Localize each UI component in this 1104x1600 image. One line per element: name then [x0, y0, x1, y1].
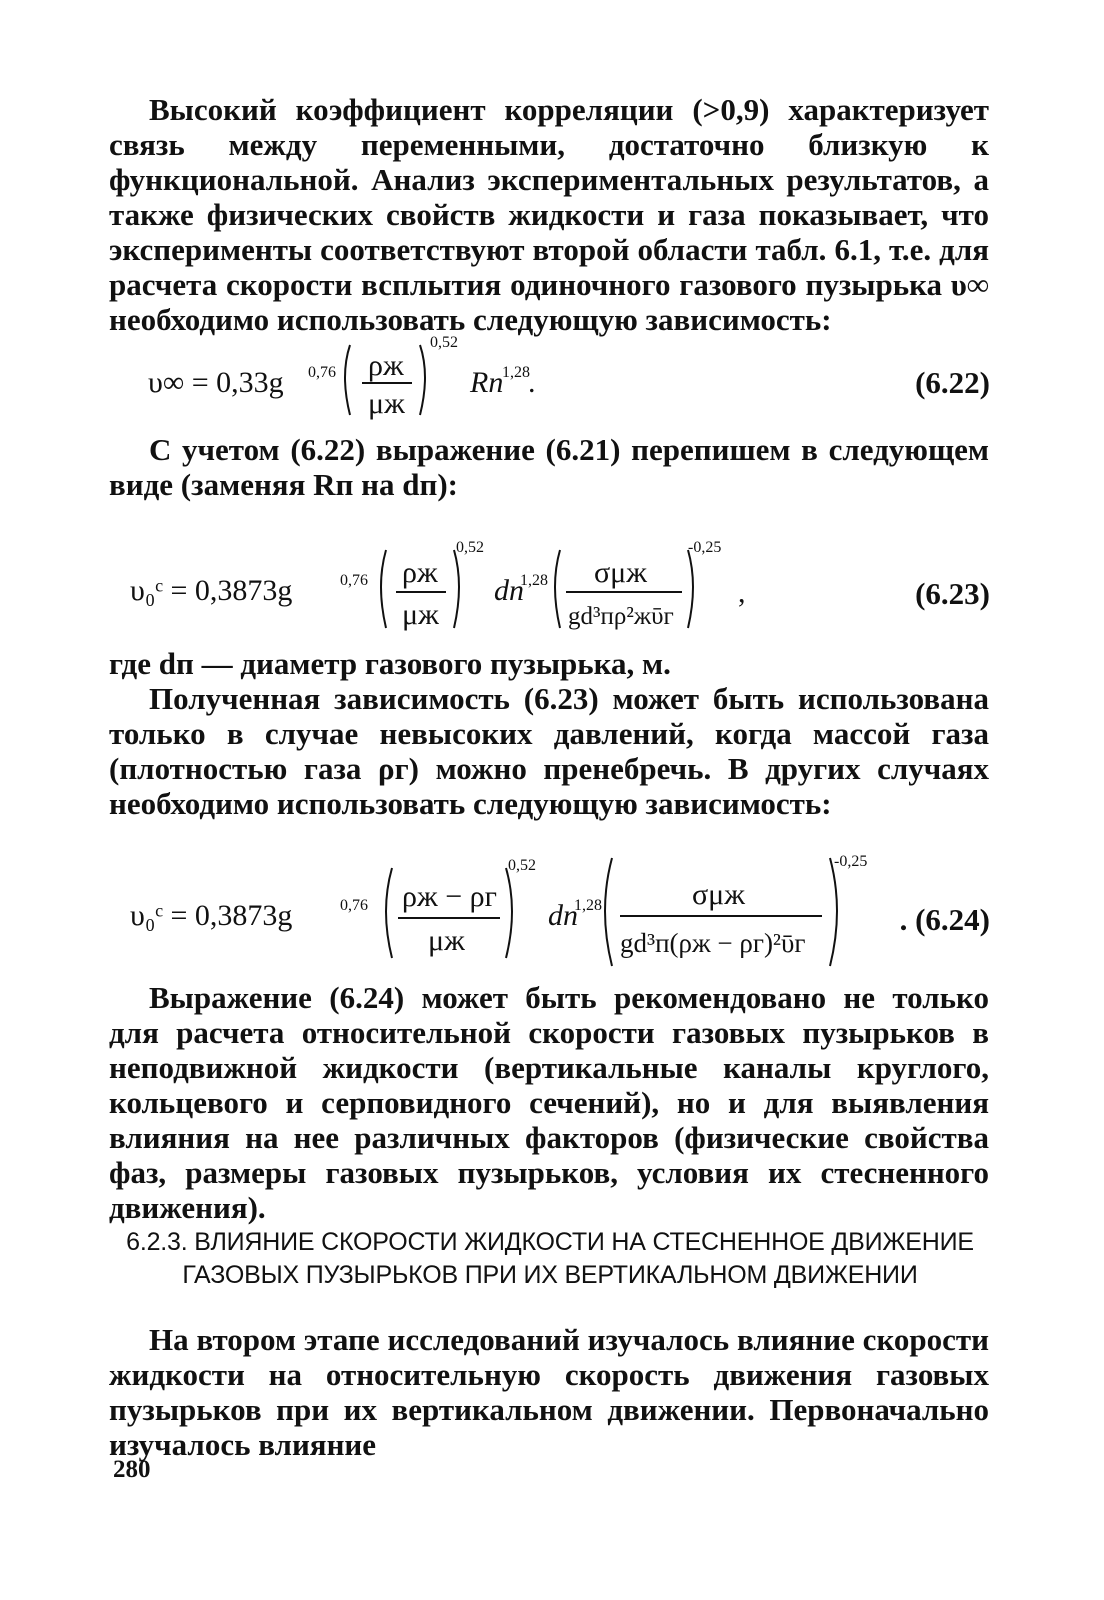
- eq624-mid: dп: [548, 899, 578, 932]
- eq623-right-paren-1: [454, 550, 459, 628]
- eq624-frac2-num: σμж: [692, 878, 745, 911]
- paragraph-dependence: Полученная зависимость (6.23) может быть использована только в случае невысоких давлений, когда массой газа (плотностью газа ρг) можно пренебречь. В других случаях необходимо использовать следующую зависимость:: [109, 681, 989, 821]
- eq622-frac-den: μж: [368, 387, 405, 420]
- eq622-lhs: υ∞ = 0,33g: [148, 366, 284, 399]
- eq624-lhs: υ₀ᶜ = 0,3873g: [130, 899, 293, 932]
- eq622-end: .: [528, 366, 536, 399]
- eq623-frac2-num: σμж: [594, 556, 647, 589]
- eq624-g-exp: 0,76: [340, 897, 368, 914]
- eq623-mid-exp: 1,28: [520, 572, 548, 589]
- section-heading: [100, 1226, 1000, 1292]
- eq623-lhs: υ₀ᶜ = 0,3873g: [130, 574, 293, 607]
- eq622-g-exp: 0,76: [308, 364, 336, 381]
- section-heading-line-2: ГАЗОВЫХ ПУЗЫРЬКОВ ПРИ ИХ ВЕРТИКАЛЬНОМ ДВИЖЕНИИ: [182, 1261, 918, 1289]
- eq623-frac1-den: μж: [402, 598, 439, 631]
- eq622-tail: Rп: [470, 366, 504, 399]
- eq623-g-exp: 0,76: [340, 572, 368, 589]
- equation-6-23: [0, 530, 1104, 640]
- eq623-frac2-den: gd³пρ²жῡг: [568, 603, 674, 630]
- equation-6-24: [0, 848, 1104, 968]
- eq624-mid-exp: 1,28: [574, 897, 602, 914]
- paragraph-correlation: Высокий коэффициент корреляции (>0,9) характеризует связь между переменными, достаточно близкую к функциональной. Анализ экспериментальных результатов, а также физических свойств жидкости и газа показывает, что эксперименты соответствуют второй области табл. 6.1, т.е. для расчета скорости всплытия одиночного газового пузырька υ∞ необходимо использовать следующую зависимость:: [109, 92, 989, 337]
- eq624-frac2-den: gd³п(ρж − ρг)²ῡг: [620, 928, 806, 958]
- eq622-left-paren: [345, 345, 350, 415]
- equation-number-6-22: (6.22): [915, 365, 990, 400]
- eq623-right-paren-2: [688, 550, 693, 628]
- paragraph-where: где dп — диаметр газового пузырька, м.: [109, 646, 671, 681]
- eq624-frac1-den: μж: [428, 924, 465, 957]
- eq624-frac1-num: ρж − ρг: [402, 880, 497, 913]
- eq623-mid: dп: [494, 574, 524, 607]
- eq622-paren-exp: 0,52: [430, 334, 458, 351]
- eq622-right-paren: [420, 345, 425, 415]
- eq624-paren1-exp: 0,52: [508, 857, 536, 874]
- paragraph-second-stage: На втором этапе исследований изучалось влияние скорости жидкости на относительную скорость движения газовых пузырьков при их вертикальном движении. Первоначально изучалось влияние: [109, 1322, 989, 1462]
- eq623-left-paren-1: [381, 550, 386, 628]
- eq622-tail-exp: 1,28: [502, 364, 530, 381]
- equation-6-22: [0, 325, 1104, 425]
- page-number: 280: [113, 1456, 151, 1483]
- eq624-left-paren-1: [386, 868, 392, 958]
- eq622-frac-num: ρж: [368, 349, 404, 382]
- equation-number-6-24: . (6.24): [899, 902, 990, 937]
- eq623-frac1-num: ρж: [402, 556, 438, 589]
- eq624-left-paren-2: [605, 858, 612, 966]
- eq624-right-paren-1: [506, 868, 512, 958]
- eq623-paren1-exp: 0,52: [456, 539, 484, 556]
- eq623-left-paren-2: [555, 550, 560, 628]
- eq624-paren2-exp: -0,25: [834, 853, 868, 870]
- paragraph-recommendation: Выражение (6.24) может быть рекомендовано не только для расчета относительной скорости газовых пузырьков в неподвижной жидкости (вертикальные каналы круглого, кольцевого и серповидного сечений), но и для выявления влияния на нее различных факторов (физические свойства фаз, размеры газовых пузырьков, условия их стесненного движения).: [109, 980, 989, 1225]
- paragraph-rewrite: С учетом (6.22) выражение (6.21) перепишем в следующем виде (заменяя Rп на dп):: [109, 432, 989, 502]
- eq623-end: ,: [738, 576, 746, 609]
- eq623-paren2-exp: -0,25: [688, 539, 722, 556]
- section-heading-line-1: 6.2.3. ВЛИЯНИЕ СКОРОСТИ ЖИДКОСТИ НА СТЕСНЕННОЕ ДВИЖЕНИЕ: [126, 1228, 974, 1256]
- equation-number-6-23: (6.23): [915, 576, 990, 611]
- eq624-right-paren-2: [830, 858, 837, 966]
